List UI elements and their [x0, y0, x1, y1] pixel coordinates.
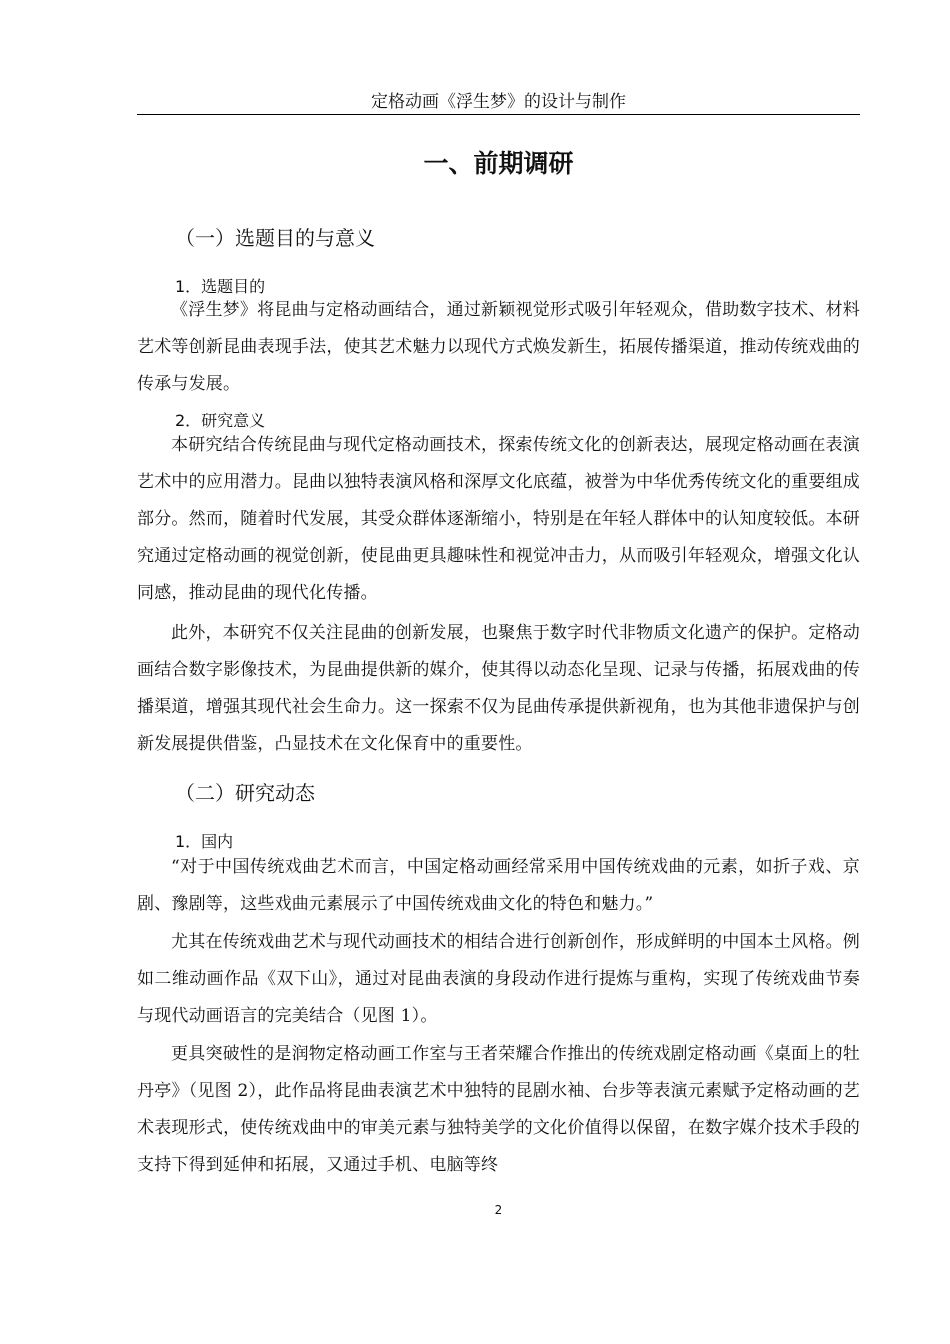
subsection-heading-domestic: 1．国内 — [175, 832, 234, 851]
subsection-heading-significance: 2．研究意义 — [175, 411, 266, 430]
paragraph-significance-2: 此外，本研究不仅关注昆曲的创新发展，也聚焦于数字时代非物质文化遗产的保护。定格动画结合数字影像技术，为昆曲提供新的媒介，使其得以动态化呈现、记录与传播，拓展戏曲的传播渠道，增强其现代社会生命力。这一探索不仅为昆曲传承提供新视角，也为其他非遗保护与创新发展提供借鉴，凸显技术在文化保育中的重要性。 — [137, 623, 860, 754]
paragraph-purpose: 《浮生梦》将昆曲与定格动画结合，通过新颖视觉形式吸引年轻观众，借助数字技术、材料艺术等创新昆曲表现手法，使其艺术魅力以现代方式焕发新生，拓展传播渠道，推动传统戏曲的传承与发展。 — [137, 300, 860, 394]
section-heading-1: （一）选题目的与意义 — [175, 226, 375, 250]
chapter-title: 一、前期调研 — [423, 149, 574, 178]
paragraph-domestic-2: 尤其在传统戏曲艺术与现代动画技术的相结合进行创新创作，形成鲜明的中国本土风格。例如二维动画作品《双下山》，通过对昆曲表演的身段动作进行提炼与重构，实现了传统戏曲节奏与现代动画语言的完美结合（见图 1）。 — [137, 932, 860, 1026]
paragraph-domestic-3: 更具突破性的是润物定格动画工作室与王者荣耀合作推出的传统戏剧定格动画《桌面上的牡丹亭》（见图 2），此作品将昆曲表演艺术中独特的昆剧水袖、台步等表演元素赋予定格动画的艺术表现形式，使传统戏曲中的审美元素与独特美学的文化价值得以保留，在数字媒介技术手段的支持下得到延伸和拓展，又通过手机、电脑等终 — [137, 1044, 860, 1175]
paragraph-significance-1: 本研究结合传统昆曲与现代定格动画技术，探索传统文化的创新表达，展现定格动画在表演艺术中的应用潜力。昆曲以独特表演风格和深厚文化底蕴，被誉为中华优秀传统文化的重要组成部分。然而，随着时代发展，其受众群体逐渐缩小，特别是在年轻人群体中的认知度较低。本研究通过定格动画的视觉创新，使昆曲更具趣味性和视觉冲击力，从而吸引年轻观众，增强文化认同感，推动昆曲的现代化传播。 — [137, 435, 860, 603]
section-heading-2: （二）研究动态 — [175, 781, 315, 805]
header-divider — [137, 114, 860, 115]
running-header: 定格动画《浮生梦》的设计与制作 — [371, 92, 626, 112]
subsection-heading-purpose: 1．选题目的 — [175, 277, 266, 296]
paragraph-domestic-quote: “对于中国传统戏曲艺术而言，中国定格动画经常采用中国传统戏曲的元素，如折子戏、京剧、豫剧等，这些戏曲元素展示了中国传统戏曲文化的特色和魅力。” — [137, 857, 860, 914]
page-number: 2 — [494, 1203, 503, 1217]
